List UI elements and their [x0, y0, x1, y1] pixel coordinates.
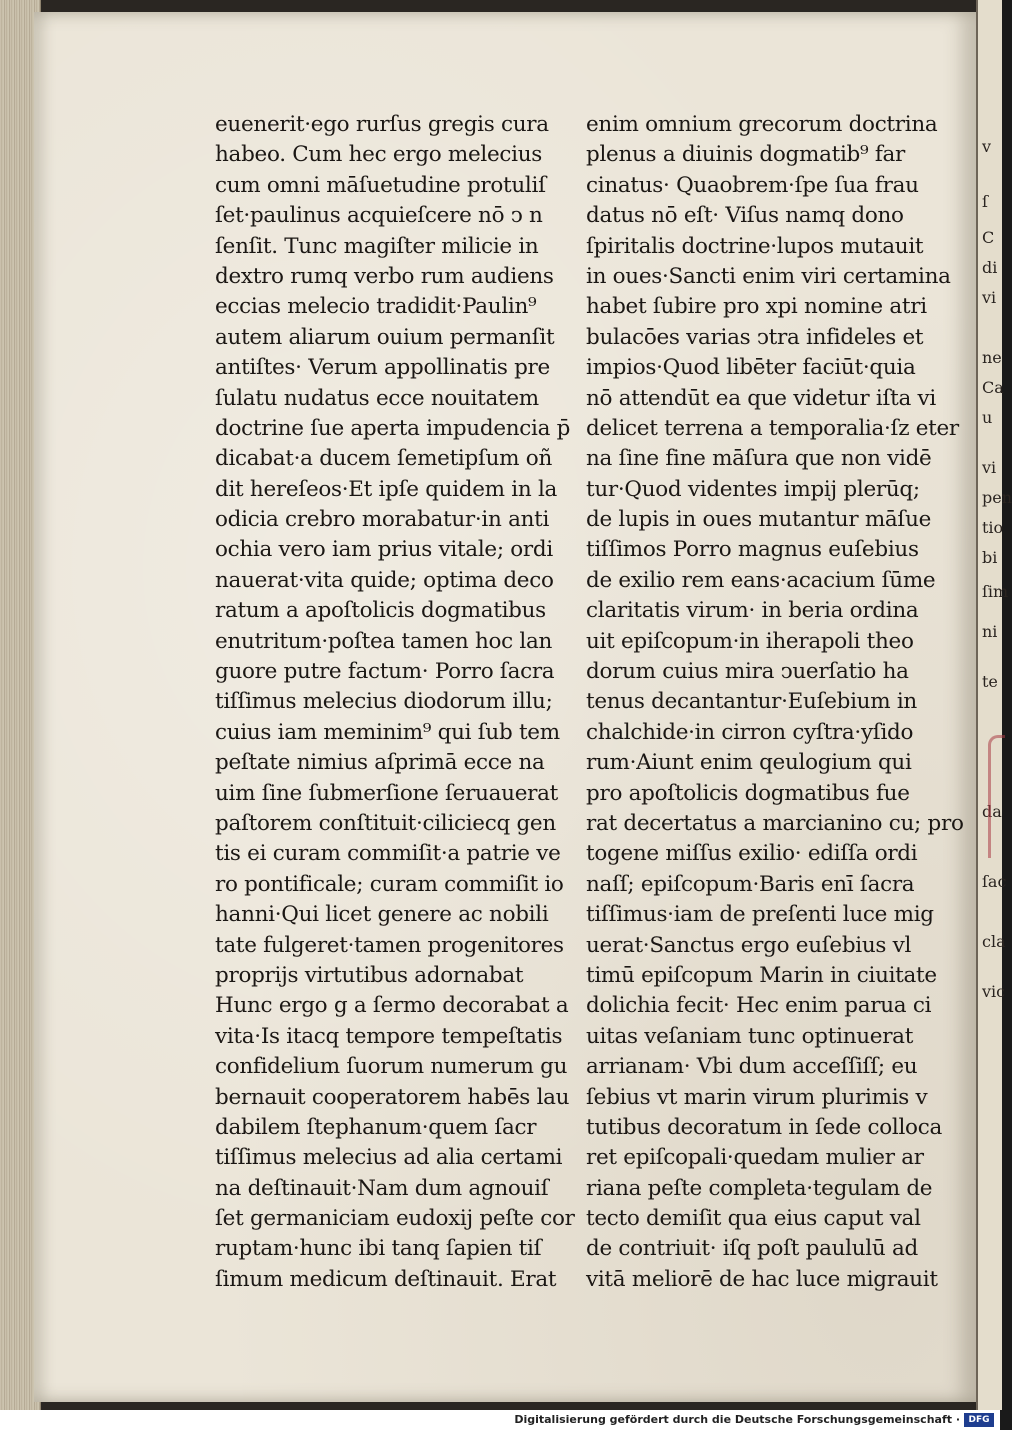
adjacent-page-text-fragment: Ca	[982, 378, 1004, 397]
text-line: ruptam·hunc ibi tanq ſapien tiſ	[215, 1236, 542, 1262]
adjacent-page-text-fragment: ſac	[982, 872, 1007, 891]
text-line: ſimum medicum deſtinauit. Erat	[215, 1266, 557, 1292]
text-line: ret epiſcopali·quedam mulier ar	[586, 1145, 924, 1171]
text-line: rum·Aiunt enim qeulogium qui	[586, 750, 912, 776]
adjacent-page-text-fragment: te	[982, 672, 998, 691]
text-line: uerat·Sanctus ergo euſebius vl	[586, 932, 912, 958]
text-line: dit hereſeos·Et ipſe quidem in la	[215, 476, 558, 502]
text-column-right	[586, 110, 964, 1295]
text-line: riana peſte completa·tegulam de	[586, 1175, 933, 1201]
text-line: peſtate nimius aſprimā ecce na	[215, 750, 545, 776]
text-line: tiſſimus·iam de preſenti luce mig	[586, 902, 934, 928]
text-line: enim omnium grecorum doctrina	[586, 112, 938, 137]
text-line: ro pontificale; curam commiſit io	[215, 871, 564, 897]
text-line: in oues·Sancti enim viri certamina	[586, 263, 951, 289]
text-line: antiſtes· Verum appollinatis pre	[215, 355, 550, 381]
text-line: vitā meliorē de hac luce migrauit	[586, 1266, 938, 1292]
adjacent-page-text-fragment: C	[982, 228, 995, 247]
red-initial-fragment	[988, 735, 1005, 858]
text-line: tiſſimus melecius ad alia certami	[215, 1145, 563, 1171]
text-line: tutibus decoratum in ſede colloca	[586, 1114, 942, 1140]
text-line: na deſtinauit·Nam dum agnouiſ	[215, 1175, 549, 1201]
text-line: ſebius vt marin virum plurimis v	[586, 1084, 928, 1110]
text-line: bernauit cooperatorem habēs lau	[215, 1084, 570, 1110]
text-line: uim ſine ſubmerſione ſeruauerat	[215, 780, 558, 806]
text-line: tecto demiſit qua eius caput val	[586, 1206, 921, 1232]
text-line: eccias melecio tradidit·Paulin⁹	[215, 294, 537, 320]
text-line: tenus decantantur·Euſebium in	[586, 689, 917, 715]
footer-bar	[0, 1410, 1000, 1430]
text-line: rat decertatus a marcianino cu; pro	[586, 810, 964, 836]
adjacent-page-edge	[976, 0, 1012, 1410]
text-line: enutritum·poſtea tamen hoc lan	[215, 628, 553, 654]
text-line: ſet germaniciam eudoxij peſte cor	[215, 1206, 575, 1232]
text-line: ſpiritalis doctrine·lupos mutauit	[586, 233, 924, 259]
adjacent-page-text-fragment: ſ	[982, 192, 988, 211]
adjacent-page-text-fragment: cla	[982, 932, 1006, 951]
text-line: ſulatu nudatus ecce nouitatem	[215, 385, 539, 411]
text-line: ſet·paulinus acquieſcere nō ↄ n	[215, 203, 543, 229]
adjacent-page-text-fragment: ſim	[982, 582, 1009, 601]
adjacent-page-text-fragment: vi	[982, 458, 997, 477]
text-line: cum omni māſuetudine protuliſ	[215, 172, 546, 198]
dfg-logo[interactable]: DFG	[964, 1413, 994, 1427]
text-line: confidelium ſuorum numerum gu	[215, 1054, 568, 1080]
text-line: euenerit·ego rurſus gregis cura	[215, 112, 549, 137]
text-line: claritatis virum· in beria ordina	[586, 598, 919, 624]
text-line: ratum a apoſtolicis dogmatibus	[215, 598, 546, 624]
text-line: Hunc ergo g a ſermo decorabat a	[215, 993, 569, 1019]
text-line: de lupis in oues mutantur māſue	[586, 507, 932, 533]
text-line: plenus a diuinis dogmatib⁹ far	[586, 142, 905, 168]
text-line: dolichia fecit· Hec enim parua ci	[586, 993, 932, 1019]
text-line: nauerat·vita quide; optima deco	[215, 567, 554, 593]
text-line: chalchide·in cirron cyſtra·yſido	[586, 719, 914, 745]
text-line: uitas veſaniam tunc optinuerat	[586, 1023, 914, 1049]
text-line: tate fulgeret·tamen progenitores	[215, 932, 564, 958]
adjacent-page-text-fragment: v	[982, 137, 992, 156]
text-line: ſenſit. Tunc magiſter milicie in	[215, 233, 539, 259]
adjacent-page-text-fragment: di	[982, 258, 998, 277]
text-line: dicabat·a ducem ſemetipſum oñ	[215, 446, 552, 472]
text-line: odicia crebro morabatur·in anti	[215, 507, 550, 533]
text-line: timū epiſcopum Marin in ciuitate	[586, 962, 937, 988]
text-line: uit epiſcopum·in iherapoli theo	[586, 628, 914, 654]
text-line: cuius iam meminim⁹ qui ſub tem	[215, 719, 560, 745]
text-line: guore putre factum· Porro ſacra	[215, 659, 555, 685]
text-line: impios·Quod libēter faciūt·quia	[586, 355, 916, 381]
text-line: cinatus· Quaobrem·ſpe ſua frau	[586, 172, 919, 198]
adjacent-page-text-fragment: ni	[982, 622, 998, 641]
text-line: paſtorem conſtituit·ciliciecq gen	[215, 810, 556, 836]
text-line: doctrine ſue aperta impudencia p̄	[215, 415, 571, 441]
text-line: de exilio rem eans·acacium ſūme	[586, 567, 936, 593]
adjacent-page-text-fragment: tio	[982, 518, 1004, 537]
text-line: habeo. Cum hec ergo melecius	[215, 142, 543, 168]
adjacent-page-text-fragment: ne	[982, 348, 1002, 367]
adjacent-page-text-fragment: pen	[982, 488, 1012, 507]
text-line: tiſſimos Porro magnus euſebius	[586, 537, 919, 563]
text-line: naſſ; epiſcopum·Baris enī ſacra	[586, 871, 915, 897]
adjacent-page-text-fragment: u	[982, 408, 993, 427]
text-line: togene miſſus exilio· ediſſa ordi	[586, 841, 918, 867]
text-line: ochia vero iam prius vitale; ordi	[215, 537, 553, 563]
text-line: bulacōes varias ↄtra infideles et	[586, 324, 924, 350]
adjacent-page-text-fragment: da	[982, 802, 1002, 821]
text-line: nō attendūt ea que videtur iſta vi	[586, 385, 936, 411]
text-line: na ſine fine māſura que non vidē	[586, 446, 932, 472]
text-line: tur·Quod videntes impij plerūq;	[586, 476, 920, 502]
adjacent-page-text-fragment: vi	[982, 288, 997, 307]
text-line: dextro rumq verbo rum audiens	[215, 263, 554, 289]
text-line: dabilem ſtephanum·quem ſacr	[215, 1114, 537, 1140]
text-line: delicet terrena a temporalia·ſz eter	[586, 415, 959, 441]
text-line: hanni·Qui licet genere ac nobili	[215, 902, 549, 928]
text-line: de contriuit· iſq poſt paululū ad	[586, 1236, 918, 1262]
text-line: autem aliarum ouium permanſit	[215, 324, 555, 350]
text-line: habet ſubire pro xpi nomine atri	[586, 294, 927, 320]
text-line: vita·Is itacq tempore tempeſtatis	[215, 1023, 563, 1049]
text-line: tis ei curam commiſit·a patrie ve	[215, 841, 561, 867]
text-line: pro apoſtolicis dogmatibus fue	[586, 780, 910, 806]
adjacent-page-text-fragment: vic	[982, 982, 1006, 1001]
funding-credit: Digitalisierung gefördert durch die Deutsche Forschungsgemeinschaft ·	[514, 1413, 960, 1426]
text-line: dorum cuius mira ↄuerſatio ha	[586, 659, 909, 685]
text-line: datus nō eſt· Viſus namq dono	[586, 203, 904, 229]
text-line: arrianam· Vbi dum acceſſiſſ; eu	[586, 1054, 918, 1080]
text-column-left	[215, 110, 575, 1295]
text-line: tiſſimus melecius diodorum illu;	[215, 689, 553, 715]
text-line: proprijs virtutibus adornabat	[215, 962, 524, 988]
adjacent-page-text-fragment: bi	[982, 548, 998, 567]
